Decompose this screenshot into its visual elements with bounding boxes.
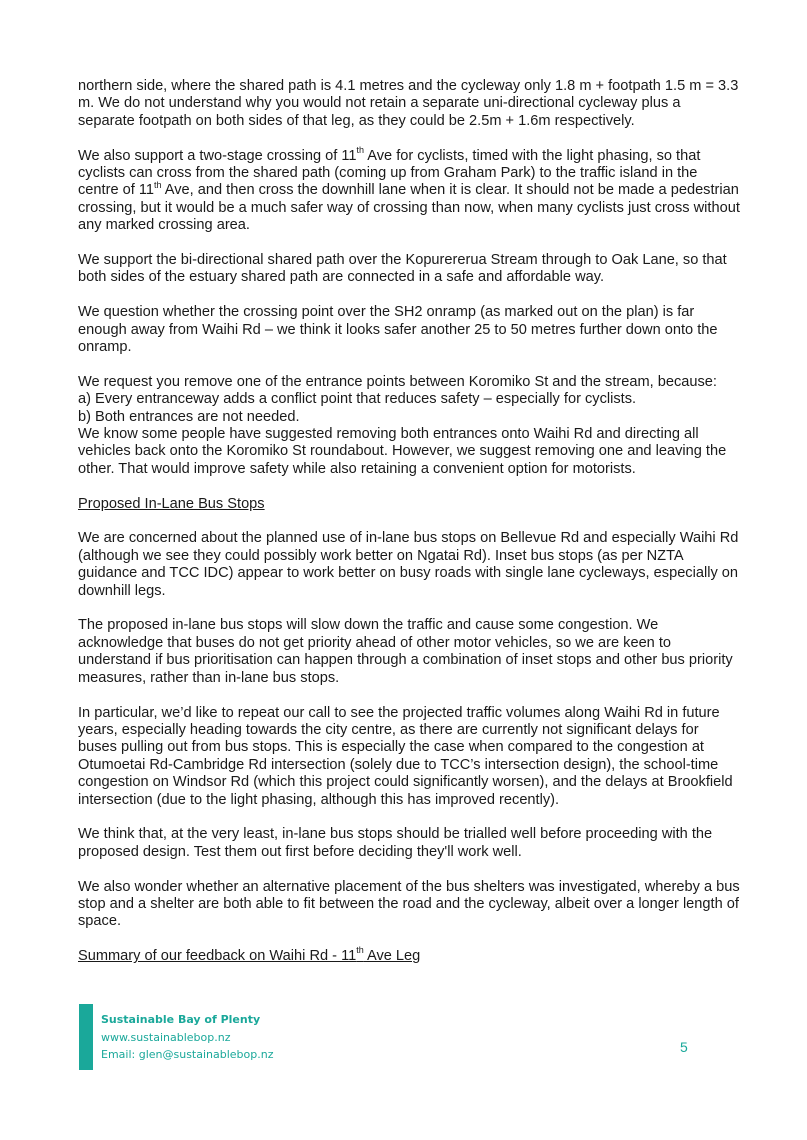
- paragraph-bus-shelters: We also wonder whether an alternative placement of the bus shelters was investigated, whereby a bus stop and a shelter are both able to fit between the road and the cycleway, albeit over a longer length of space.: [78, 878, 740, 930]
- paragraph-entrance-points: We request you remove one of the entrance points between Koromiko St and the stream, because: a) Every entranceway adds a conflict point that reduces safety – especially for cyclists. b) Both entrances are not needed. We know some people have suggested removing both entrances onto Waihi Rd and directing all vehicles back onto the Koromiko St roundabout. However, we suggest removing one and leaving the other. That would improve safety while also retaining a convenient option for motorists.: [78, 373, 727, 477]
- document-body: [78, 78, 740, 966]
- paragraph-bus-congestion: The proposed in-lane bus stops will slow down the traffic and cause some congestion. We acknowledge that buses do not get priority ahead of other motor vehicles, so we are keen to understand if bus prioritisation can happen through a combination of inset stops and other bus priority measures, rather than in-lane bus stops.: [78, 617, 733, 686]
- heading-summary: Summary of our feedback on Waihi Rd - 11th Ave Leg: [78, 945, 421, 965]
- paragraph-trial: We think that, at the very least, in-lane bus stops should be trialled well before proceeding with the proposed design. Test them out first before deciding they'll work well.: [78, 826, 713, 860]
- paragraph-shared-path-width: northern side, where the shared path is 4.1 metres and the cycleway only 1.8 m + footpath 1.5 m = 3.3 m. We do not understand why you would not retain a separate uni-directional cycleway plus a separate footpath on both sides of that leg, as they could be 2.5m + 1.6m respectively.: [78, 78, 739, 129]
- footer-email[interactable]: Email: glen@sustainablebop.nz: [101, 1048, 274, 1061]
- footer-org-name: Sustainable Bay of Plenty: [101, 1013, 261, 1026]
- paragraph-two-stage-crossing: We also support a two-stage crossing of 11th Ave for cyclists, timed with the light phasing, so that cyclists can cross from the shared path (coming up from Graham Park) to the traffic island in the centre of 11th Ave, and then cross the downhill lane when it is clear. It should not be made a pedestrian crossing, but it would be a much safer way of crossing than now, when many cyclists just cross without any marked crossing area.: [78, 144, 740, 234]
- paragraph-traffic-volumes: In particular, we’d like to repeat our call to see the projected traffic volumes along Waihi Rd in future years, especially heading towards the city centre, as there are currently not significant delays for buses pulling out from bus stops. This is especially the case when compared to the congestion at Otumoetai Rd-Cambridge Rd intersection (solely due to TCC’s intersection design), the school-time congestion on Windsor Rd (which this project could significantly worsen), and the delays at Brookfield intersection (due to the light phasing, although this has improved recently).: [78, 704, 733, 808]
- heading-in-lane-bus-stops: Proposed In-Lane Bus Stops: [78, 495, 265, 512]
- page-number: 5: [680, 1039, 688, 1055]
- footer: [101, 1011, 274, 1064]
- paragraph-sh2-onramp: We question whether the crossing point over the SH2 onramp (as marked out on the plan) is far enough away from Waihi Rd – we think it looks safer another 25 to 50 metres further down onto the onramp.: [78, 304, 718, 356]
- paragraph-bus-stop-concern: We are concerned about the planned use of in-lane bus stops on Bellevue Rd and especially Waihi Rd (although we see they could possibly work better on Ngatai Rd). Inset bus stops (as per NZTA guidance and TCC IDC) appear to work better on busy roads with single lane cycleways, especially on downhill legs.: [78, 530, 739, 599]
- paragraph-bi-directional-path: We support the bi-directional shared path over the Kopurererua Stream through to Oak Lane, so that both sides of the estuary shared path are connected in a safe and affordable way.: [78, 252, 727, 286]
- footer-website[interactable]: www.sustainablebop.nz: [101, 1030, 231, 1044]
- footer-accent-bar: [79, 1004, 93, 1070]
